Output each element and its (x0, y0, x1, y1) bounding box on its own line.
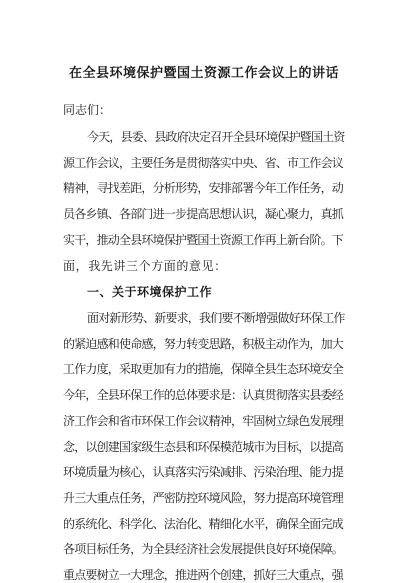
intro-line: 员各乡镇、各部门进一步提高思想认识，凝心聚力，真抓 (63, 207, 344, 221)
body-line: 念，以创建国家级生态县和环保模范城市为目标，以提高 (63, 440, 344, 454)
body-line: 升三大重点任务，严密防控环境风险，努力提高环境管理 (63, 491, 344, 505)
intro-line: 精神，寻找差距，分析形势，安排部署今年工作任务，动 (63, 181, 344, 195)
section-heading: 一、关于环境保护工作 (87, 285, 213, 299)
body-line: 今年，全县环保工作的总体要求是：认真贯彻落实县委经 (63, 388, 344, 402)
document-title: 在全县环境保护暨国土资源工作会议上的讲话 (68, 66, 339, 81)
body-line: 重点要树立一大理念，推进两个创建，抓好三大重点，强 (63, 568, 344, 582)
body-line: 济工作会和省市环保工作会议精神，牢固树立绿色发展理 (63, 414, 344, 428)
intro-line: 实干，推动全县环境保护暨国土资源工作再上新台阶。下 (63, 233, 344, 247)
body-line: 面对新形势、新要求，我们要不断增强做好环保工作 (87, 311, 345, 325)
salutation: 同志们： (63, 103, 112, 117)
body-line: 环境质量为核心，认真落实污染减排、污染治理、能力提 (63, 465, 344, 479)
body-line: 各项目标任务，为全县经济社会发展提供良好环境保障。 (63, 542, 344, 556)
intro-line: 今天，县委、县政府决定召开全县环境保护暨国土资 (87, 130, 345, 144)
intro-line: 源工作会议，主要任务是贯彻落实中央、省、市工作会议 (63, 156, 344, 170)
intro-line: 面，我先讲三个方面的意见： (63, 259, 227, 273)
body-line: 的紧迫感和使命感，努力转变思路，积极主动作为，加大 (63, 337, 344, 351)
body-line: 工作力度，采取更加有力的措施，保障全县生态环境安全 (63, 362, 344, 376)
body-line: 的系统化、科学化、法治化、精细化水平，确保全面完成 (63, 517, 344, 531)
